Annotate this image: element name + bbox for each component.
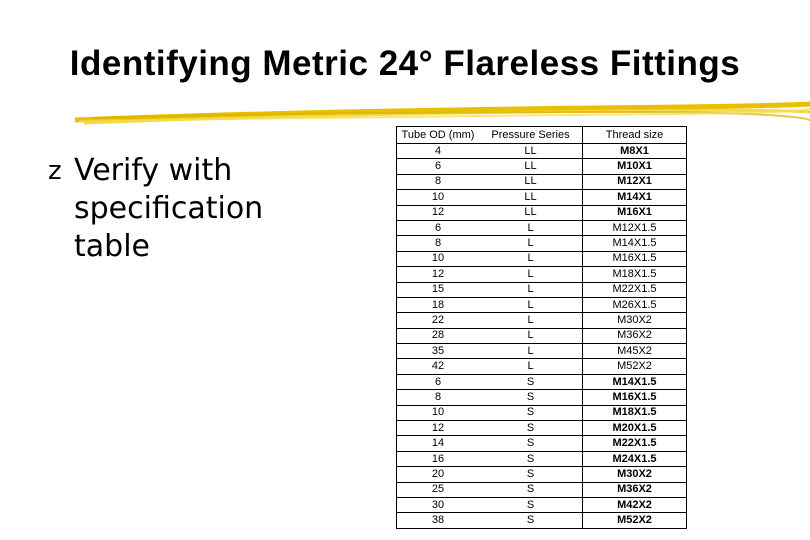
bullet-text: Verify with specification table — [74, 153, 264, 264]
cell-thread-size: M20X1.5 — [583, 421, 687, 436]
table-row — [397, 513, 687, 528]
cell-pressure-series: S — [479, 497, 583, 512]
cell-pressure-series: S — [479, 482, 583, 497]
cell-thread-size: M22X1.5 — [583, 436, 687, 451]
table-row — [397, 236, 687, 251]
cell-tube-od: 6 — [397, 159, 480, 174]
cell-tube-od: 28 — [397, 328, 480, 343]
cell-tube-od: 10 — [397, 251, 480, 266]
cell-pressure-series: L — [479, 251, 583, 266]
cell-thread-size: M42X2 — [583, 497, 687, 512]
cell-pressure-series: L — [479, 236, 583, 251]
table-row — [397, 374, 687, 389]
table-row — [397, 482, 687, 497]
slide-title: Identifying Metric 24° Flareless Fittings — [69, 44, 741, 83]
cell-tube-od: 35 — [397, 344, 480, 359]
table-row — [397, 251, 687, 266]
cell-tube-od: 15 — [397, 282, 480, 297]
table-row — [397, 267, 687, 282]
cell-tube-od: 12 — [397, 421, 480, 436]
cell-pressure-series: L — [479, 313, 583, 328]
cell-tube-od: 30 — [397, 497, 480, 512]
header-pressure-series: Pressure Series — [479, 127, 583, 144]
cell-thread-size: M45X2 — [583, 344, 687, 359]
cell-pressure-series: S — [479, 451, 583, 466]
cell-tube-od: 38 — [397, 513, 480, 528]
cell-tube-od: 8 — [397, 390, 480, 405]
cell-thread-size: M16X1.5 — [583, 251, 687, 266]
cell-thread-size: M14X1.5 — [583, 236, 687, 251]
cell-tube-od: 42 — [397, 359, 480, 374]
table-row — [397, 421, 687, 436]
specification-table-container — [396, 126, 687, 529]
table-row — [397, 282, 687, 297]
cell-tube-od: 4 — [397, 144, 480, 159]
cell-pressure-series: S — [479, 467, 583, 482]
table-row — [397, 497, 687, 512]
bullet-point — [48, 152, 278, 266]
table-row — [397, 144, 687, 159]
cell-pressure-series: S — [479, 374, 583, 389]
header-thread-size: Thread size — [583, 127, 687, 144]
cell-thread-size: M10X1 — [583, 159, 687, 174]
header-tube-od: Tube OD (mm) — [397, 127, 480, 144]
z-bullet-icon: z — [48, 156, 62, 186]
table-row — [397, 467, 687, 482]
cell-tube-od: 22 — [397, 313, 480, 328]
cell-pressure-series: LL — [479, 159, 583, 174]
cell-tube-od: 6 — [397, 220, 480, 235]
table-header-row — [397, 127, 687, 144]
cell-thread-size: M14X1 — [583, 190, 687, 205]
cell-pressure-series: L — [479, 267, 583, 282]
table-row — [397, 359, 687, 374]
table-row — [397, 297, 687, 312]
cell-tube-od: 25 — [397, 482, 480, 497]
table-row — [397, 190, 687, 205]
cell-thread-size: M22X1.5 — [583, 282, 687, 297]
cell-thread-size: M30X2 — [583, 467, 687, 482]
cell-tube-od: 12 — [397, 205, 480, 220]
cell-tube-od: 16 — [397, 451, 480, 466]
table-row — [397, 328, 687, 343]
cell-tube-od: 10 — [397, 190, 480, 205]
cell-pressure-series: L — [479, 359, 583, 374]
cell-pressure-series: L — [479, 344, 583, 359]
cell-pressure-series: LL — [479, 205, 583, 220]
cell-thread-size: M12X1.5 — [583, 220, 687, 235]
cell-pressure-series: L — [479, 220, 583, 235]
cell-tube-od: 6 — [397, 374, 480, 389]
cell-thread-size: M52X2 — [583, 513, 687, 528]
table-body — [397, 144, 687, 529]
table-row — [397, 174, 687, 189]
specification-table — [396, 126, 687, 529]
cell-pressure-series: S — [479, 405, 583, 420]
cell-tube-od: 8 — [397, 174, 480, 189]
cell-thread-size: M26X1.5 — [583, 297, 687, 312]
table-row — [397, 205, 687, 220]
table-row — [397, 313, 687, 328]
cell-thread-size: M14X1.5 — [583, 374, 687, 389]
table-row — [397, 451, 687, 466]
table-row — [397, 436, 687, 451]
cell-thread-size: M30X2 — [583, 313, 687, 328]
cell-tube-od: 10 — [397, 405, 480, 420]
table-row — [397, 344, 687, 359]
cell-pressure-series: S — [479, 390, 583, 405]
cell-thread-size: M16X1 — [583, 205, 687, 220]
cell-thread-size: M16X1.5 — [583, 390, 687, 405]
cell-pressure-series: S — [479, 513, 583, 528]
table-row — [397, 220, 687, 235]
cell-pressure-series: LL — [479, 190, 583, 205]
table-row — [397, 405, 687, 420]
cell-thread-size: M36X2 — [583, 482, 687, 497]
table-row — [397, 159, 687, 174]
cell-thread-size: M52X2 — [583, 359, 687, 374]
cell-thread-size: M18X1.5 — [583, 405, 687, 420]
cell-pressure-series: S — [479, 436, 583, 451]
cell-pressure-series: L — [479, 282, 583, 297]
cell-pressure-series: L — [479, 297, 583, 312]
cell-thread-size: M36X2 — [583, 328, 687, 343]
cell-thread-size: M24X1.5 — [583, 451, 687, 466]
cell-pressure-series: LL — [479, 144, 583, 159]
cell-tube-od: 14 — [397, 436, 480, 451]
cell-thread-size: M8X1 — [583, 144, 687, 159]
cell-tube-od: 20 — [397, 467, 480, 482]
cell-tube-od: 8 — [397, 236, 480, 251]
cell-pressure-series: LL — [479, 174, 583, 189]
cell-pressure-series: L — [479, 328, 583, 343]
table-row — [397, 390, 687, 405]
cell-thread-size: M12X1 — [583, 174, 687, 189]
cell-thread-size: M18X1.5 — [583, 267, 687, 282]
cell-pressure-series: S — [479, 421, 583, 436]
cell-tube-od: 18 — [397, 297, 480, 312]
cell-tube-od: 12 — [397, 267, 480, 282]
